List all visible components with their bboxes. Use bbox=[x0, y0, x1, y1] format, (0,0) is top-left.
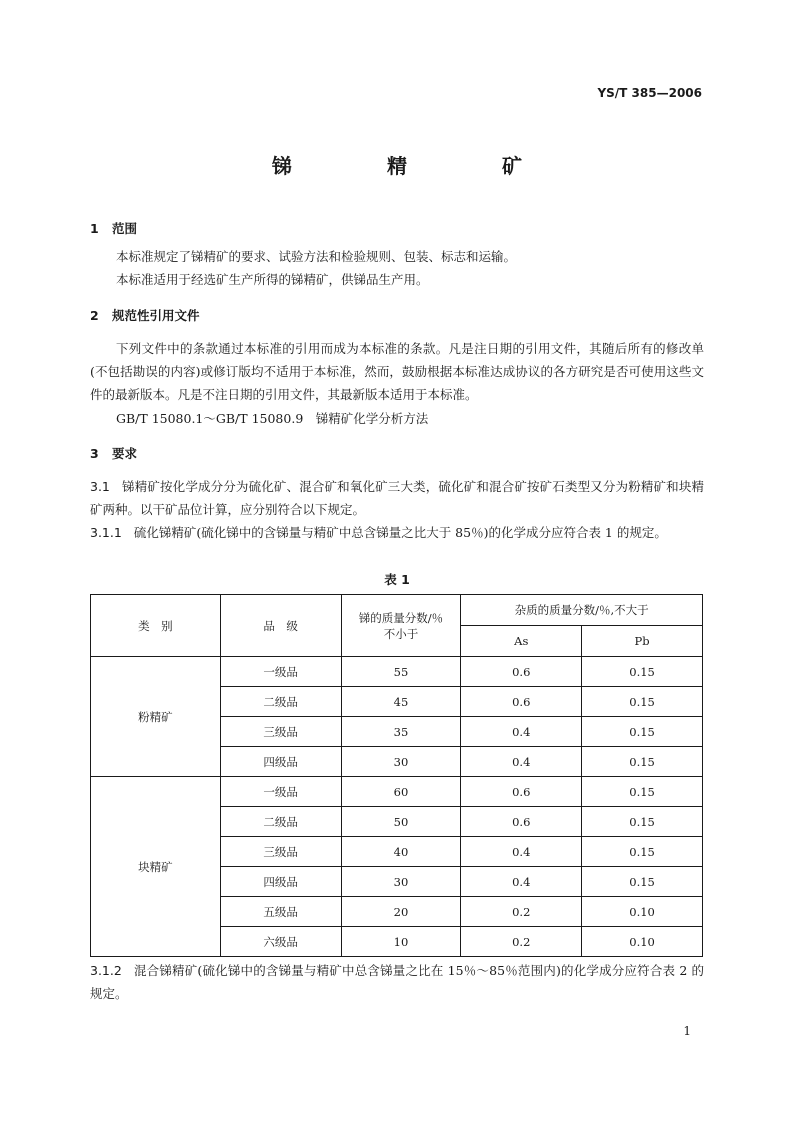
clause-3-1 bbox=[90, 475, 704, 521]
cell-sb: 40 bbox=[341, 837, 461, 867]
clause-3-1-1 bbox=[90, 521, 704, 544]
cell-sb: 60 bbox=[341, 777, 461, 807]
clause-number: 3.1.2 bbox=[90, 963, 122, 978]
section-title: 规范性引用文件 bbox=[112, 308, 200, 323]
section-1-heading bbox=[90, 219, 137, 237]
cell-grade: 二级品 bbox=[220, 807, 341, 837]
clause-number: 3.1.1 bbox=[90, 525, 122, 540]
cell-grade: 四级品 bbox=[220, 747, 341, 777]
table-row bbox=[91, 777, 703, 807]
cell-grade: 二级品 bbox=[220, 687, 341, 717]
cell-as: 0.4 bbox=[461, 867, 582, 897]
cell-sb: 30 bbox=[341, 747, 461, 777]
cell-category: 粉精矿 bbox=[91, 657, 221, 777]
cell-as: 0.4 bbox=[461, 837, 582, 867]
cell-pb: 0.15 bbox=[582, 687, 703, 717]
section-2-heading bbox=[90, 306, 200, 324]
header-sb-content bbox=[341, 595, 461, 657]
section-title: 范围 bbox=[112, 221, 138, 236]
header-pb: Pb bbox=[582, 626, 703, 657]
header-sb-line-1: 锑的质量分数/％ bbox=[358, 610, 444, 625]
cell-sb: 35 bbox=[341, 717, 461, 747]
cell-sb: 50 bbox=[341, 807, 461, 837]
section-number: 3 bbox=[90, 446, 99, 461]
cell-pb: 0.10 bbox=[582, 927, 703, 957]
clause-text: 混合锑精矿(硫化锑中的含锑量与精矿中总含锑量之比在 15％～85％范围内)的化学成分应符合表 2 的规定。 bbox=[90, 963, 704, 1001]
table-1 bbox=[90, 594, 703, 957]
cell-pb: 0.15 bbox=[582, 717, 703, 747]
cell-as: 0.6 bbox=[461, 687, 582, 717]
cell-grade: 四级品 bbox=[220, 867, 341, 897]
header-grade: 品 级 bbox=[220, 595, 341, 657]
cell-as: 0.6 bbox=[461, 777, 582, 807]
cell-grade: 六级品 bbox=[220, 927, 341, 957]
cell-as: 0.6 bbox=[461, 657, 582, 687]
cell-as: 0.6 bbox=[461, 807, 582, 837]
clause-3-1-2 bbox=[90, 959, 704, 1005]
cell-pb: 0.15 bbox=[582, 837, 703, 867]
cell-category: 块精矿 bbox=[91, 777, 221, 957]
clause-text: 硫化锑精矿(硫化锑中的含锑量与精矿中总含锑量之比大于 85％)的化学成分应符合表 1 的规定。 bbox=[133, 525, 667, 540]
cell-sb: 55 bbox=[341, 657, 461, 687]
section-2-para-1: 下列文件中的条款通过本标准的引用而成为本标准的条款。凡是注日期的引用文件，其随后所有的修改单(不包括勘误的内容)或修订版均不适用于本标准，然而，鼓励根据本标准达成协议的各方研究是否可使用这些文件的最新版本。凡是不注日期的引用文件，其最新版本适用于本标准。 bbox=[90, 341, 704, 402]
header-impurity: 杂质的质量分数/％,不大于 bbox=[461, 595, 703, 626]
cell-grade: 三级品 bbox=[220, 837, 341, 867]
cell-as: 0.4 bbox=[461, 747, 582, 777]
cell-sb: 10 bbox=[341, 927, 461, 957]
cell-sb: 20 bbox=[341, 897, 461, 927]
cell-as: 0.2 bbox=[461, 927, 582, 957]
table-1-caption: 表 1 bbox=[384, 572, 410, 587]
table-row bbox=[91, 657, 703, 687]
cell-pb: 0.15 bbox=[582, 657, 703, 687]
cell-grade: 一级品 bbox=[220, 777, 341, 807]
section-1-para-1: 本标准规定了锑精矿的要求、试验方法和检验规则、包装、标志和运输。 bbox=[116, 249, 517, 264]
document-title: 锑 精 矿 bbox=[272, 154, 566, 178]
cell-sb: 45 bbox=[341, 687, 461, 717]
standard-code: YS/T 385—2006 bbox=[597, 86, 702, 100]
cell-grade: 五级品 bbox=[220, 897, 341, 927]
clause-text: 锑精矿按化学成分分为硫化矿、混合矿和氧化矿三大类，硫化矿和混合矿按矿石类型又分为粉精矿和块精矿两种。以干矿品位计算，应分别符合以下规定。 bbox=[90, 479, 704, 517]
header-as: As bbox=[461, 626, 582, 657]
cell-grade: 一级品 bbox=[220, 657, 341, 687]
table-1-body bbox=[91, 657, 703, 957]
cell-pb: 0.15 bbox=[582, 867, 703, 897]
cell-pb: 0.15 bbox=[582, 807, 703, 837]
cell-pb: 0.15 bbox=[582, 747, 703, 777]
cell-sb: 30 bbox=[341, 867, 461, 897]
cell-pb: 0.10 bbox=[582, 897, 703, 927]
section-number: 1 bbox=[90, 221, 99, 236]
section-1-para-2: 本标准适用于经选矿生产所得的锑精矿，供锑品生产用。 bbox=[116, 272, 429, 287]
header-category: 类 别 bbox=[91, 595, 221, 657]
cell-as: 0.4 bbox=[461, 717, 582, 747]
section-title: 要求 bbox=[112, 446, 138, 461]
cell-pb: 0.15 bbox=[582, 777, 703, 807]
cell-grade: 三级品 bbox=[220, 717, 341, 747]
page-number: 1 bbox=[683, 1024, 691, 1038]
header-sb-line-2: 不小于 bbox=[383, 626, 419, 641]
section-number: 2 bbox=[90, 308, 99, 323]
section-3-heading bbox=[90, 444, 137, 462]
section-2-reference: GB/T 15080.1～GB/T 15080.9 锑精矿化学分析方法 bbox=[116, 411, 429, 426]
cell-as: 0.2 bbox=[461, 897, 582, 927]
clause-number: 3.1 bbox=[90, 479, 110, 494]
